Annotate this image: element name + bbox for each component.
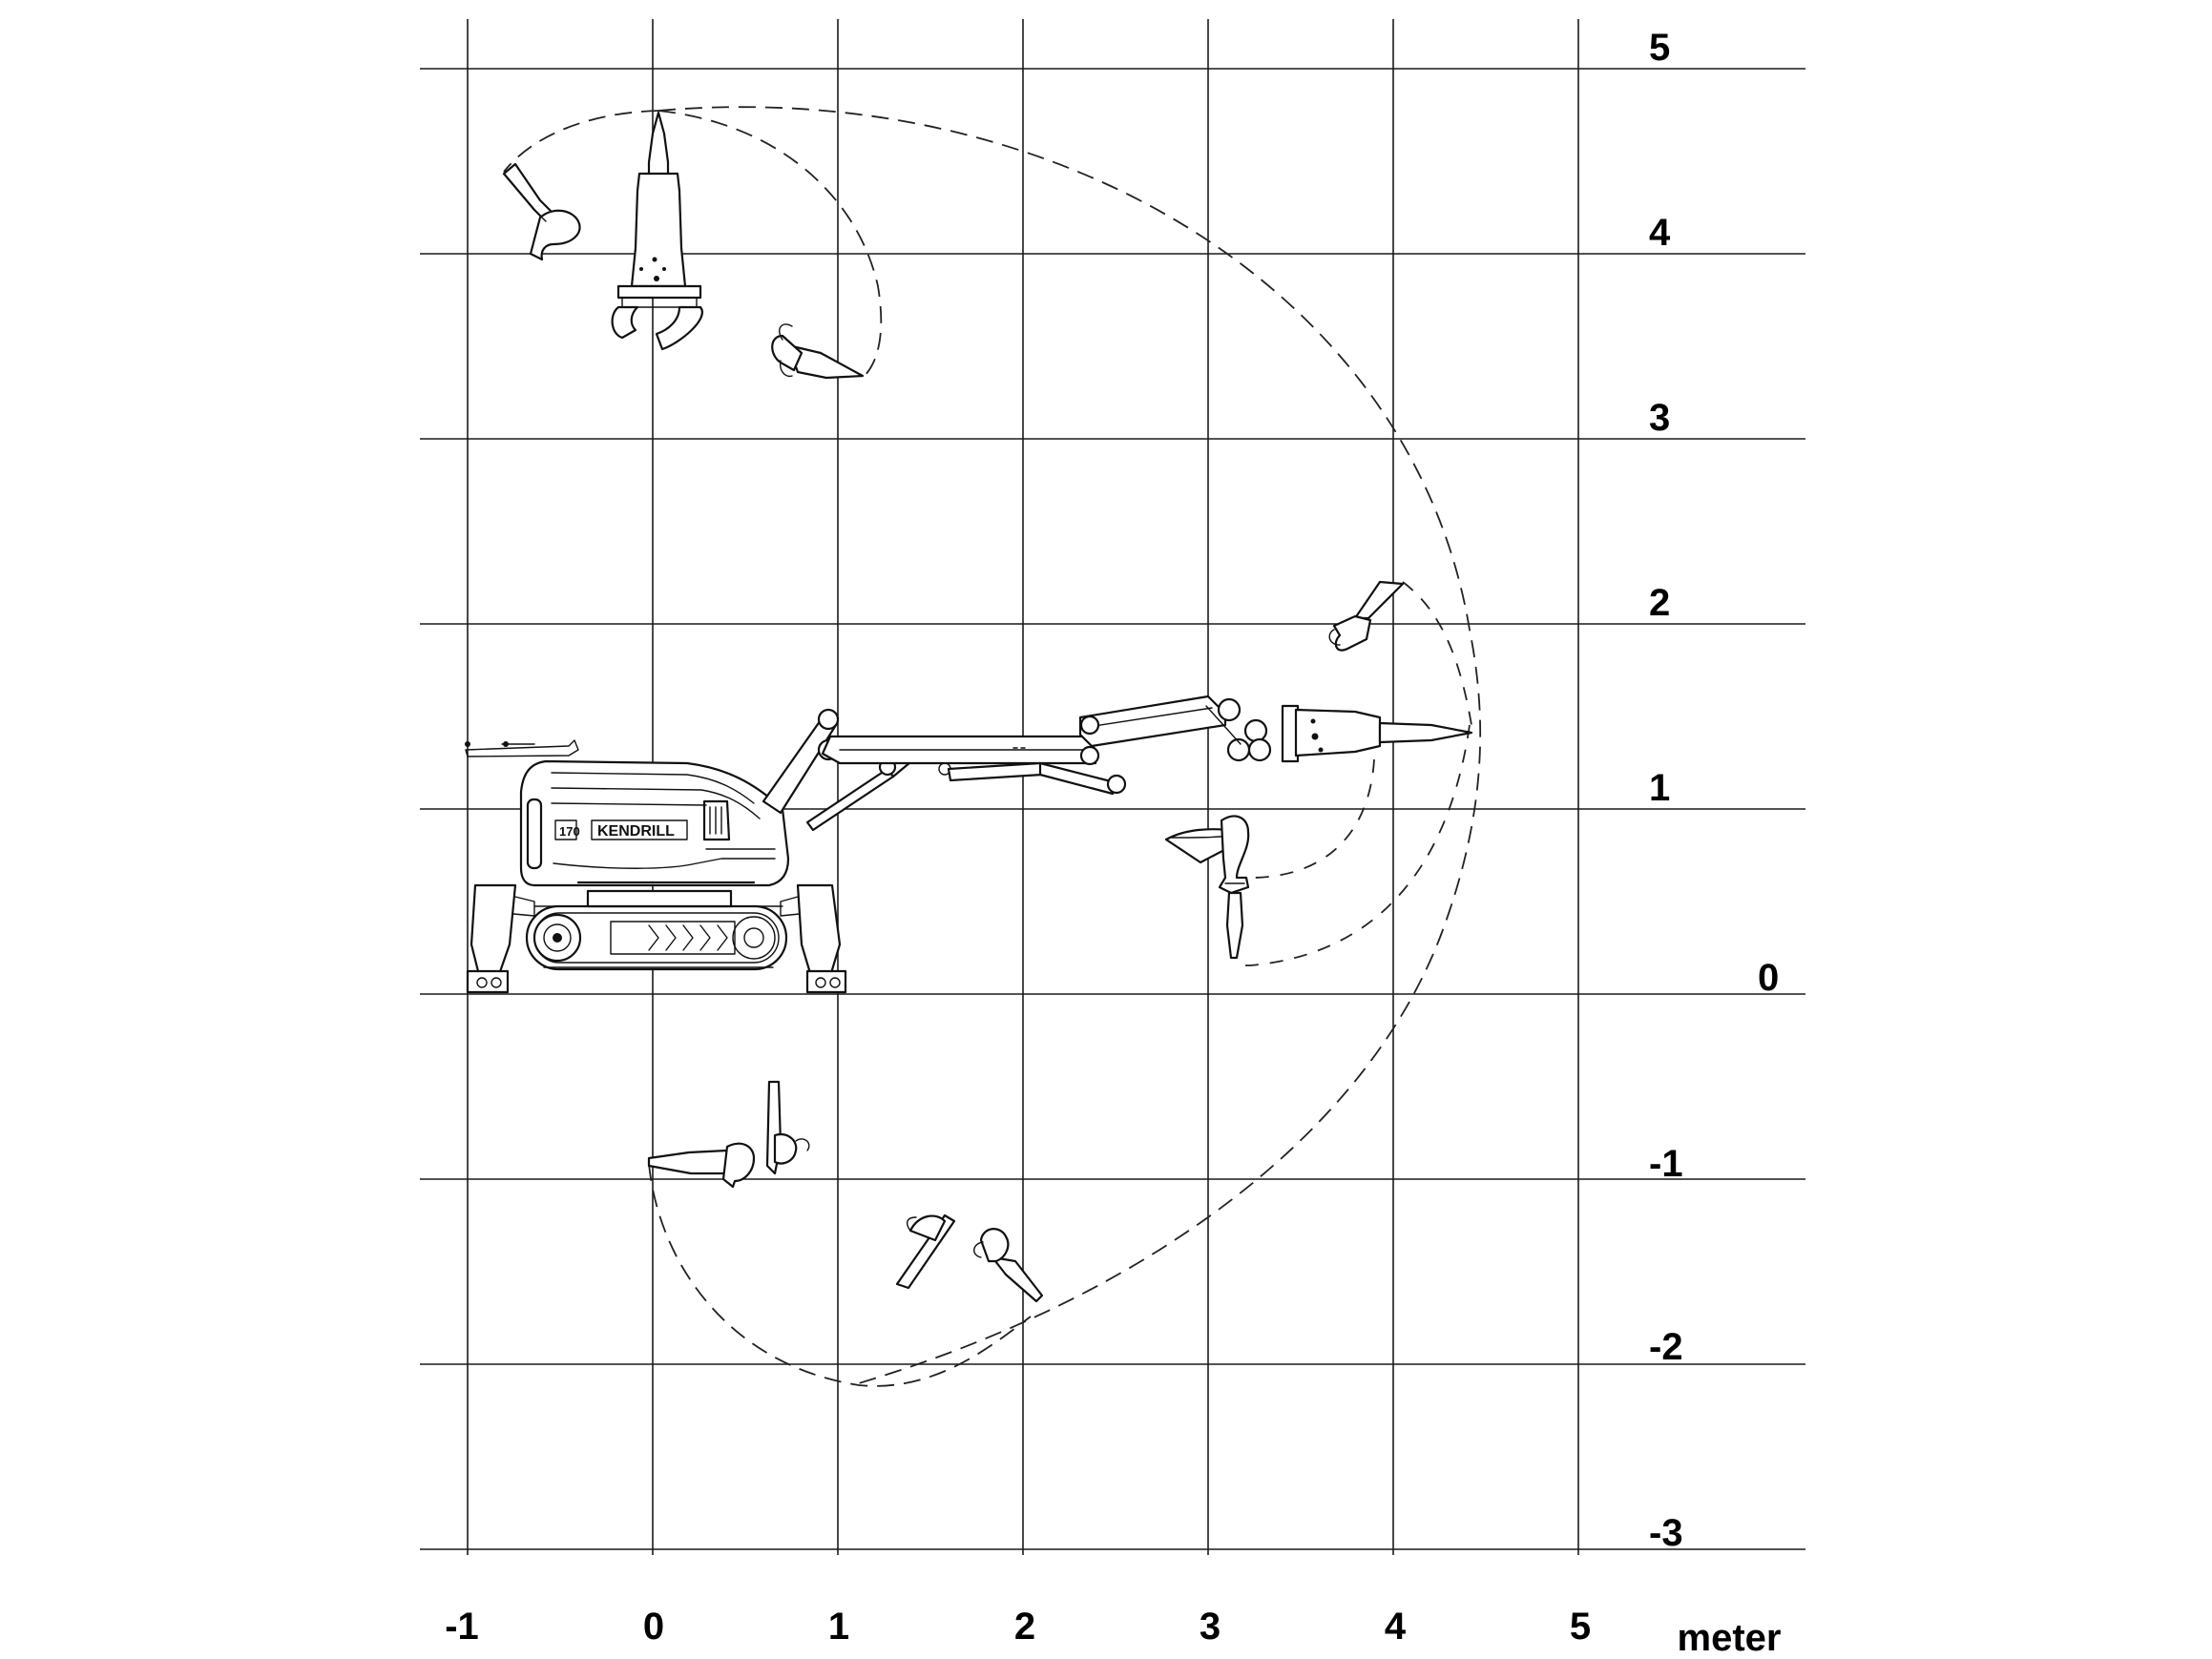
x-tick-label: 4	[1384, 1606, 1407, 1648]
breaker-hammer	[1283, 706, 1471, 761]
y-tick-label: -3	[1649, 1512, 1683, 1554]
x-tick-label: 5	[1569, 1606, 1592, 1648]
demolition-robot	[465, 696, 1471, 992]
y-tick-label: -1	[1649, 1143, 1683, 1185]
upper-inner-curve	[658, 111, 881, 377]
upper-left-curve	[504, 111, 658, 172]
tool-lower-left	[649, 1082, 809, 1187]
outrigger-right	[781, 885, 845, 992]
right-inner-curve	[1245, 725, 1470, 965]
unit-label: meter	[1677, 1617, 1782, 1659]
y-tick-label: 1	[1649, 767, 1671, 809]
x-tick-label: -1	[445, 1606, 479, 1648]
x-axis-labels	[445, 1606, 1781, 1659]
x-tick-label: 2	[1013, 1606, 1036, 1648]
x-tick-label: 1	[827, 1606, 850, 1648]
model-badge: 170	[559, 824, 580, 839]
x-tick-label: 0	[642, 1606, 665, 1648]
tool-lower-right	[1166, 817, 1248, 958]
y-tick-label: 5	[1649, 27, 1671, 69]
tool-positions	[504, 113, 1403, 1301]
y-tick-label: 2	[1649, 582, 1671, 624]
y-tick-label: -2	[1649, 1326, 1683, 1368]
tool-lower-mid	[897, 1215, 1042, 1301]
lower-curve	[649, 1164, 1031, 1386]
y-tick-label: 3	[1649, 397, 1671, 439]
tool-upper-mid	[772, 324, 863, 378]
upper-right-curve	[1403, 582, 1471, 725]
boom-arm	[763, 696, 1471, 830]
y-tick-label: 4	[1649, 212, 1671, 254]
machine-body	[465, 740, 788, 885]
y-tick-label: 0	[1758, 957, 1780, 999]
tool-upper-right	[1329, 582, 1403, 651]
track-assembly	[527, 891, 786, 969]
brand-label: KENDRILL	[597, 823, 675, 840]
outrigger-left	[468, 885, 534, 992]
tool-top-hammer	[613, 113, 702, 349]
x-tick-label: 3	[1199, 1606, 1221, 1648]
tool-upper-left	[504, 164, 580, 259]
y-axis-labels	[1649, 27, 1779, 1554]
